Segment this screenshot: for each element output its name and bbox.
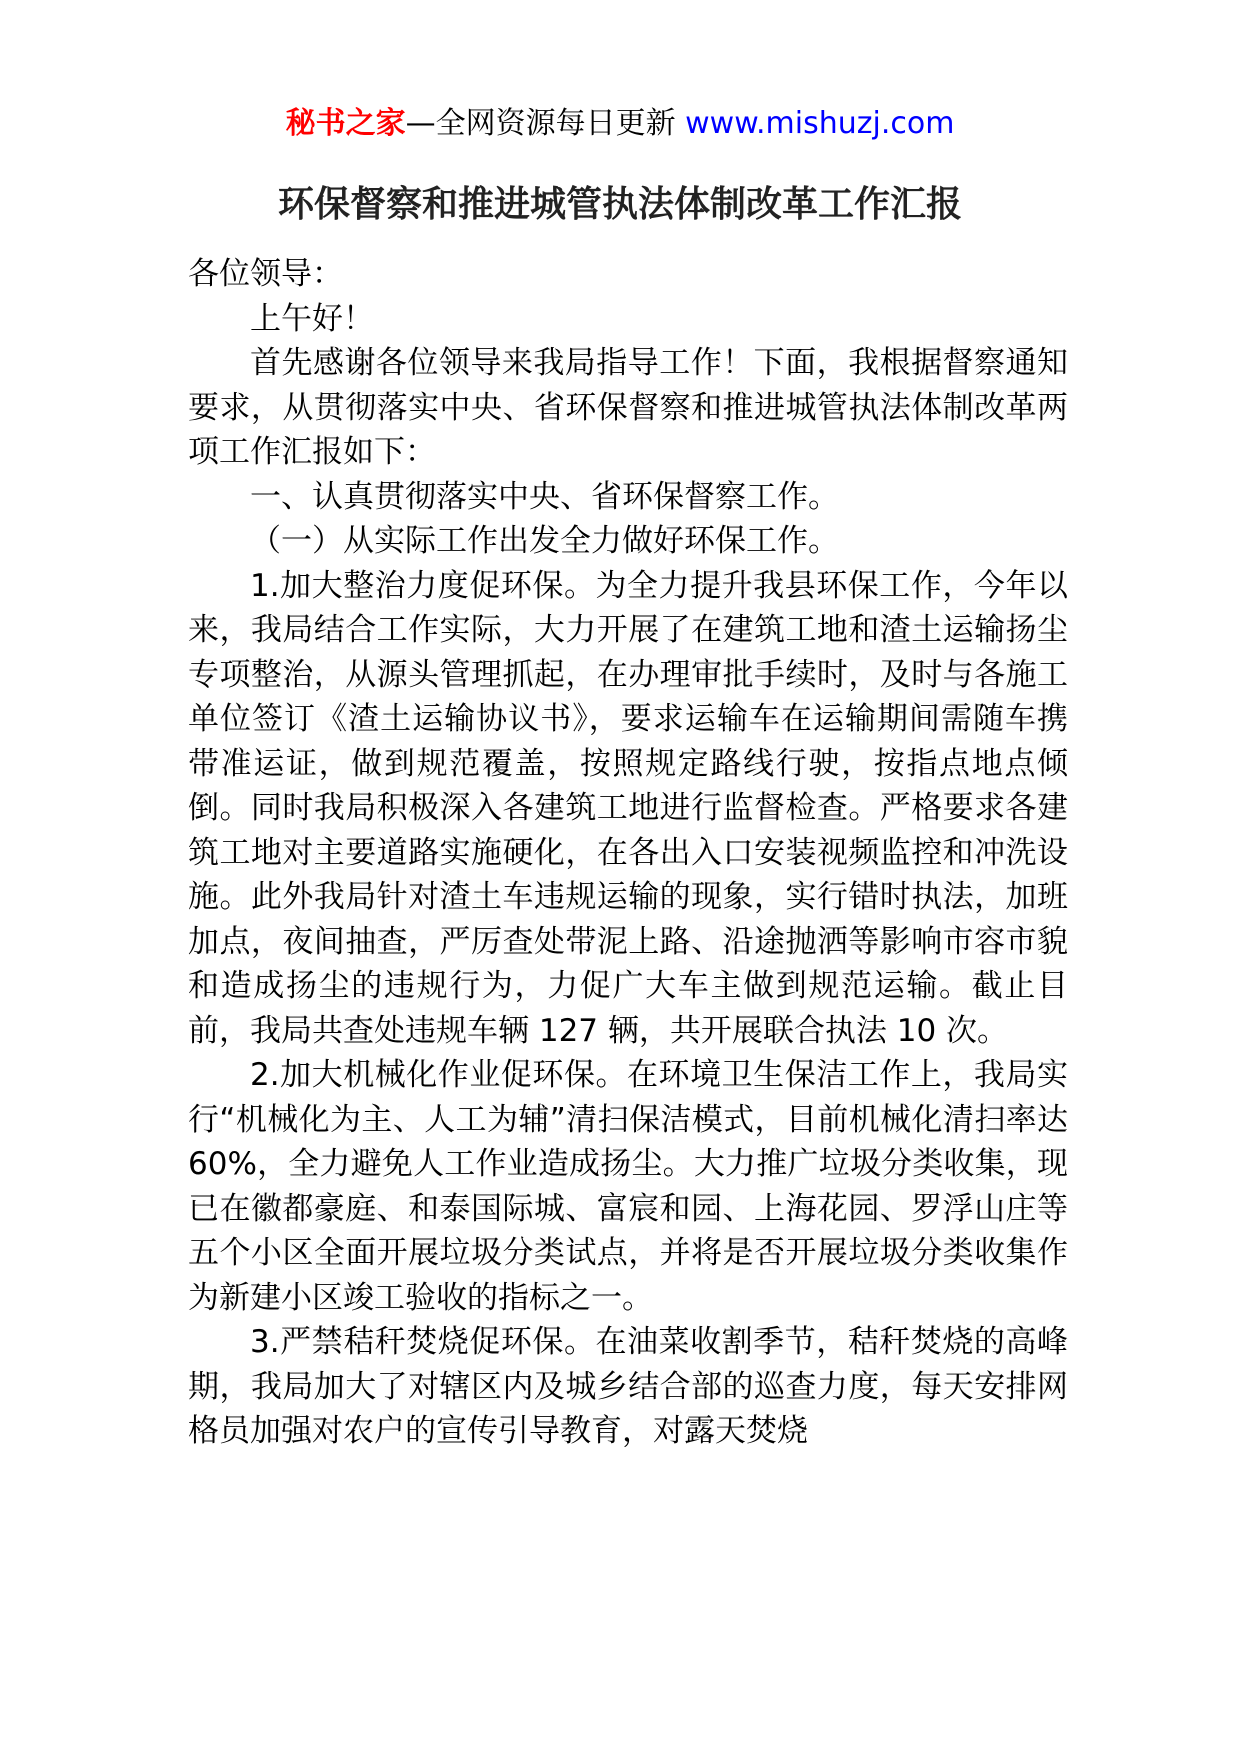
site-url[interactable]: www.mishuzj.com (685, 106, 955, 141)
paragraph-item-1: 1.加大整治力度促环保。为全力提升我县环保工作，今年以来，我局结合工作实际，大力开展了在建筑工地和渣土运输扬尘专项整治，从源头管理抓起，在办理审批手续时，及时与各施工单位签订《渣土运输协议书》，要求运输车在运输期间需随车携带准运证，做到规范覆盖，按照规定路线行驶，按指点地点倾倒。同时我局积极深入各建筑工地进行监督检查。严格要求各建筑工地对主要道路实施硬化，在各出入口安装视频监控和冲洗设施。此外我局针对渣土车违规运输的现象，实行错时执法，加班加点，夜间抽查，严厉查处带泥上路、沿途抛洒等影响市容市貌和造成扬尘的违规行为，力促广大车主做到规范运输。截止目前，我局共查处违规车辆 127 辆，共开展联合执法 10 次。 (188, 567, 1068, 1049)
document-title: 环保督察和推进城管执法体制改革工作汇报 (277, 184, 962, 225)
paragraph-item-2: 2.加大机械化作业促环保。在环境卫生保洁工作上，我局实行“机械化为主、人工为辅”清扫保洁模式，目前机械化清扫率达 60%，全力避免人工作业造成扬尘。大力推广垃圾分类收集，现已在徽都豪庭、和泰国际城、富宸和园、上海花园、罗浮山庄等五个小区全面开展垃圾分类试点，并将是否开展垃圾分类收集作为新建小区竣工验收的指标之一。 (188, 1057, 1068, 1316)
salutation: 各位领导： (188, 256, 343, 292)
section-heading-1: 一、认真贯彻落实中央、省环保督察工作。 (250, 478, 839, 515)
site-banner (0, 104, 1240, 144)
paragraph-greeting: 上午好！ (250, 300, 374, 337)
paragraph-intro: 首先感谢各位领导来我局指导工作！下面，我根据督察通知要求，从贯彻落实中央、省环保督察和推进城管执法体制改革两项工作汇报如下： (188, 345, 1068, 470)
document-body (188, 252, 1068, 1454)
paragraph-item-3: 3.严禁秸秆焚烧促环保。在油菜收割季节，秸秆焚烧的高峰期，我局加大了对辖区内及城乡结合部的巡查力度，每天安排网格员加强对农户的宣传引导教育，对露天焚烧 (188, 1324, 1068, 1449)
subsection-heading-1: （一）从实际工作出发全力做好环保工作。 (250, 523, 839, 559)
brand-name: 秘书之家 (285, 106, 406, 141)
banner-slogan: —全网资源每日更新 (405, 106, 676, 141)
